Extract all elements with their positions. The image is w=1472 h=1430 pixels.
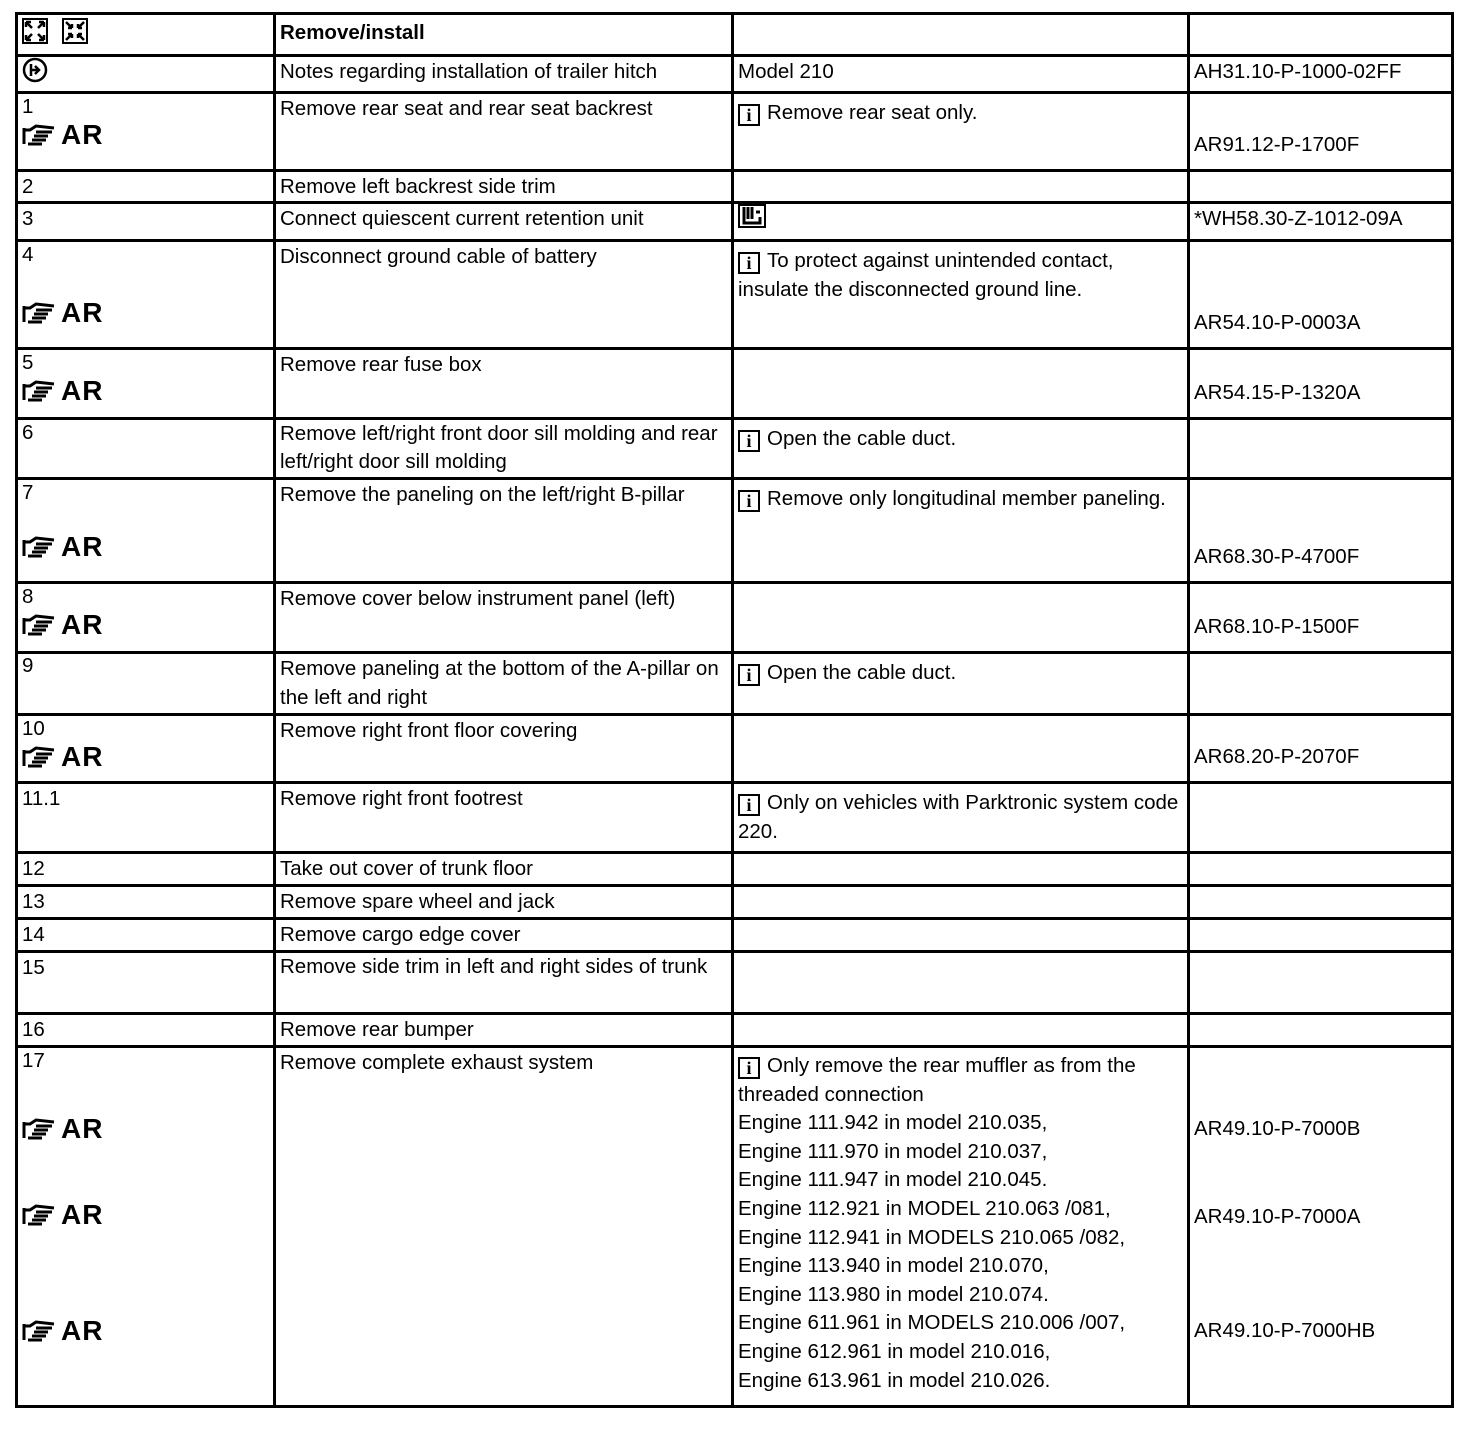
- step-ref-cell: [1189, 853, 1453, 886]
- pointing-hand-icon: [22, 1318, 58, 1344]
- step-cell: [17, 241, 275, 349]
- step-number: 15: [17, 952, 275, 1014]
- step-ref-cell: [1189, 1014, 1453, 1047]
- step-description: Remove right front footrest: [275, 783, 733, 853]
- info-icon: i: [738, 104, 760, 126]
- info-icon: i: [738, 664, 760, 686]
- pointing-hand-icon: [22, 378, 58, 404]
- step-description: Take out cover of trunk floor: [275, 853, 733, 886]
- ar-link[interactable]: AR: [22, 1198, 103, 1232]
- step-ref-cell: [1189, 783, 1453, 853]
- step-ref-cell: [1189, 919, 1453, 952]
- step-description: Remove paneling at the bottom of the A-pillar on the left and right: [275, 653, 733, 715]
- step-number: 2: [17, 171, 275, 203]
- table-row: [17, 919, 1453, 952]
- maximize-icon[interactable]: [22, 18, 48, 52]
- table-row: [17, 653, 1453, 715]
- table-row: [17, 1047, 1453, 1407]
- ar-link[interactable]: AR: [22, 296, 269, 330]
- step-note-cell: [733, 952, 1189, 1014]
- notes-row: [17, 56, 1453, 93]
- step-ref[interactable]: AR68.10-P-1500F: [1194, 615, 1360, 638]
- step-ref[interactable]: AR54.10-P-0003A: [1194, 311, 1361, 334]
- step-ref[interactable]: AR91.12-P-1700F: [1194, 133, 1360, 156]
- step-ref[interactable]: AR49.10-P-7000A: [1194, 1205, 1361, 1228]
- pointing-hand-icon: [22, 1116, 58, 1142]
- step-number: 4: [22, 243, 34, 266]
- ar-link[interactable]: AR: [22, 118, 269, 152]
- step-description: Remove the paneling on the left/right B-pillar: [275, 479, 733, 583]
- step-ref[interactable]: AR49.10-P-7000B: [1194, 1117, 1361, 1140]
- header-col4: [1189, 14, 1453, 56]
- pointing-hand-icon: [22, 300, 58, 326]
- step-number: 17: [22, 1049, 45, 1072]
- step-note-cell: [733, 583, 1189, 653]
- step-description: Remove side trim in left and right sides of trunk: [275, 952, 733, 1014]
- step-description: Connect quiescent current retention unit: [275, 203, 733, 241]
- step-note-cell: [733, 171, 1189, 203]
- step-ref[interactable]: *WH58.30-Z-1012-09A: [1189, 203, 1453, 241]
- table-row: [17, 886, 1453, 919]
- step-note: Only remove the rear muffler as from the threaded connection: [738, 1054, 1136, 1106]
- table-row: [17, 952, 1453, 1014]
- step-note: To protect against unintended contact, insulate the disconnected ground line.: [738, 249, 1114, 301]
- header-icons-cell: [17, 14, 275, 56]
- step-number: 6: [17, 419, 275, 479]
- step-note-cell: [733, 1014, 1189, 1047]
- table-row: [17, 241, 1453, 349]
- step-number: 8: [22, 585, 34, 608]
- step-ref-cell: [1189, 93, 1453, 171]
- ar-link[interactable]: AR: [22, 740, 269, 774]
- ar-link[interactable]: AR: [22, 530, 269, 564]
- step-cell: [17, 349, 275, 419]
- step-description: Remove left/right front door sill molding and rear left/right door sill molding: [275, 419, 733, 479]
- step-note: Only on vehicles with Parktronic system code 220.: [738, 791, 1179, 843]
- step-note-cell: [733, 853, 1189, 886]
- pointing-hand-icon: [22, 744, 58, 770]
- table-row: [17, 93, 1453, 171]
- step-description: Remove right front floor covering: [275, 715, 733, 783]
- step-note: Remove only longitudinal member paneling.: [767, 487, 1166, 510]
- step-note-cell: [733, 715, 1189, 783]
- step-description: Remove cargo edge cover: [275, 919, 733, 952]
- step-cell: [17, 479, 275, 583]
- step-ref[interactable]: AR54.15-P-1320A: [1194, 381, 1361, 404]
- step-ref-cell: [1189, 583, 1453, 653]
- step-cell: [17, 583, 275, 653]
- info-icon: i: [738, 794, 760, 816]
- table-row: [17, 419, 1453, 479]
- engine-line: Engine 111.942 in model 210.035,: [738, 1111, 1048, 1135]
- step-note-cell: [733, 653, 1189, 715]
- step-ref-cell: [1189, 1047, 1453, 1407]
- table-row: [17, 1014, 1453, 1047]
- header-title: Remove/install: [275, 14, 733, 56]
- step-description: Remove rear bumper: [275, 1014, 733, 1047]
- table-row: [17, 349, 1453, 419]
- table-row: [17, 853, 1453, 886]
- step-note-cell: [733, 783, 1189, 853]
- step-description: Remove spare wheel and jack: [275, 886, 733, 919]
- step-ref-cell: [1189, 653, 1453, 715]
- info-icon: i: [738, 252, 760, 274]
- step-number: 5: [22, 351, 34, 374]
- minimize-icon[interactable]: [62, 18, 88, 52]
- step-description: Remove cover below instrument panel (left): [275, 583, 733, 653]
- step-note-cell: [733, 349, 1189, 419]
- table-row: [17, 479, 1453, 583]
- step-ref[interactable]: AR49.10-P-7000HB: [1194, 1319, 1376, 1342]
- notes-model: Model 210: [733, 56, 1189, 93]
- engine-line: Engine 111.970 in model 210.037,: [738, 1139, 1048, 1163]
- step-note-cell: [733, 241, 1189, 349]
- step-description: Remove complete exhaust system: [275, 1047, 733, 1407]
- ar-link[interactable]: AR: [22, 1112, 103, 1146]
- ar-link[interactable]: AR: [22, 608, 269, 642]
- step-ref[interactable]: AR68.20-P-2070F: [1194, 745, 1360, 768]
- step-description: Remove rear fuse box: [275, 349, 733, 419]
- workshop-tool-icon[interactable]: [738, 204, 766, 236]
- step-note-cell: [733, 479, 1189, 583]
- step-ref-cell: [1189, 349, 1453, 419]
- step-ref-cell: [1189, 419, 1453, 479]
- step-description: Disconnect ground cable of battery: [275, 241, 733, 349]
- engine-line: Engine 113.980 in model 210.074.: [738, 1282, 1049, 1306]
- notes-title: Notes regarding installation of trailer hitch: [275, 56, 733, 93]
- step-ref[interactable]: AR68.30-P-4700F: [1194, 545, 1360, 568]
- step-cell: [17, 715, 275, 783]
- info-icon: i: [738, 430, 760, 452]
- table-row: [17, 783, 1453, 853]
- step-note: Open the cable duct.: [767, 427, 957, 450]
- step-number: 7: [22, 481, 34, 504]
- step-number: 12: [17, 853, 275, 886]
- pointing-hand-icon: [22, 534, 58, 560]
- step-note-cell: [733, 419, 1189, 479]
- step-note-cell: [733, 93, 1189, 171]
- step-description: Remove rear seat and rear seat backrest: [275, 93, 733, 171]
- step-note-cell: [733, 919, 1189, 952]
- engine-line: Engine 112.921 in MODEL 210.063 /081,: [738, 1196, 1111, 1220]
- step-number: 10: [22, 717, 45, 740]
- step-note: Remove rear seat only.: [767, 101, 978, 124]
- step-number: 9: [17, 653, 275, 715]
- step-number: 3: [17, 203, 275, 241]
- engine-line: Engine 612.961 in model 210.016,: [738, 1339, 1051, 1363]
- step-number: 14: [17, 919, 275, 952]
- table-row: [17, 171, 1453, 203]
- engine-line: Engine 611.961 in MODELS 210.006 /007,: [738, 1311, 1126, 1335]
- pointing-hand-icon: [22, 612, 58, 638]
- ar-link[interactable]: AR: [22, 374, 269, 408]
- header-col3: [733, 14, 1189, 56]
- step-number: 11.1: [17, 783, 275, 853]
- engine-line: Engine 111.947 in model 210.045.: [738, 1168, 1048, 1192]
- step-ref-cell: [1189, 171, 1453, 203]
- pointing-hand-icon: [22, 1202, 58, 1228]
- engine-line: Engine 112.941 in MODELS 210.065 /082,: [738, 1225, 1126, 1249]
- table-header-row: [17, 14, 1453, 56]
- notes-icon-cell: [17, 56, 275, 93]
- note-icon[interactable]: [22, 57, 48, 91]
- step-number: 13: [17, 886, 275, 919]
- pointing-hand-icon: [22, 122, 58, 148]
- step-note-cell: [733, 1047, 1189, 1407]
- step-number: 16: [17, 1014, 275, 1047]
- notes-ref[interactable]: AH31.10-P-1000-02FF: [1189, 56, 1453, 93]
- table-row: [17, 715, 1453, 783]
- step-ref-cell: [1189, 715, 1453, 783]
- table-row: [17, 203, 1453, 241]
- step-ref-cell: [1189, 952, 1453, 1014]
- step-ref-cell: [1189, 241, 1453, 349]
- step-cell: [17, 93, 275, 171]
- procedure-table: [15, 12, 1454, 1408]
- engine-line: Engine 613.961 in model 210.026.: [738, 1368, 1051, 1392]
- info-icon: i: [738, 490, 760, 512]
- step-number: 1: [22, 95, 34, 118]
- step-note: Open the cable duct.: [767, 661, 957, 684]
- step-note-cell: [733, 203, 1189, 241]
- table-row: [17, 583, 1453, 653]
- step-cell: [17, 1047, 275, 1407]
- step-ref-cell: [1189, 479, 1453, 583]
- step-description: Remove left backrest side trim: [275, 171, 733, 203]
- step-ref-cell: [1189, 886, 1453, 919]
- engine-line: Engine 113.940 in model 210.070,: [738, 1254, 1049, 1278]
- ar-link[interactable]: AR: [22, 1314, 103, 1348]
- step-note-cell: [733, 886, 1189, 919]
- info-icon: i: [738, 1057, 760, 1079]
